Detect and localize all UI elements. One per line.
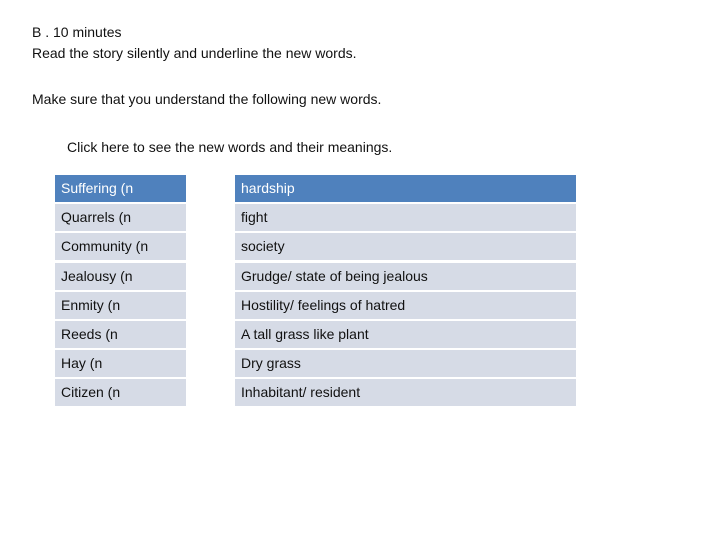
vocab-meaning: Grudge/ state of being jealous xyxy=(235,263,576,290)
vocab-meaning: fight xyxy=(235,204,576,231)
vocab-header-meaning: hardship xyxy=(235,175,576,202)
vocab-word: Community (n xyxy=(55,233,186,260)
vocab-meaning: society xyxy=(235,233,576,260)
vocab-meaning: Inhabitant/ resident xyxy=(235,379,576,406)
instruction-read-story: Read the story silently and underline the new words. xyxy=(32,45,357,61)
vocab-header-row xyxy=(55,175,576,202)
instruction-understand-words: Make sure that you understand the following new words. xyxy=(32,91,382,107)
new-words-link[interactable]: Click here to see the new words and their meanings. xyxy=(67,139,393,155)
vocab-row xyxy=(55,321,576,348)
vocab-header-word: Suffering (n xyxy=(55,175,186,202)
vocab-row xyxy=(55,263,576,290)
vocab-word: Reeds (n xyxy=(55,321,186,348)
vocab-word: Jealousy (n xyxy=(55,263,186,290)
vocab-row xyxy=(55,350,576,377)
vocab-row xyxy=(55,292,576,319)
vocab-row xyxy=(55,233,576,260)
vocab-meaning: Hostility/ feelings of hatred xyxy=(235,292,576,319)
vocab-word: Hay (n xyxy=(55,350,186,377)
vocab-word: Citizen (n xyxy=(55,379,186,406)
vocab-row xyxy=(55,204,576,231)
vocab-meaning: A tall grass like plant xyxy=(235,321,576,348)
vocab-row xyxy=(55,379,576,406)
section-heading: B . 10 minutes xyxy=(32,24,122,40)
vocab-word: Quarrels (n xyxy=(55,204,186,231)
vocab-word: Enmity (n xyxy=(55,292,186,319)
vocab-meaning: Dry grass xyxy=(235,350,576,377)
